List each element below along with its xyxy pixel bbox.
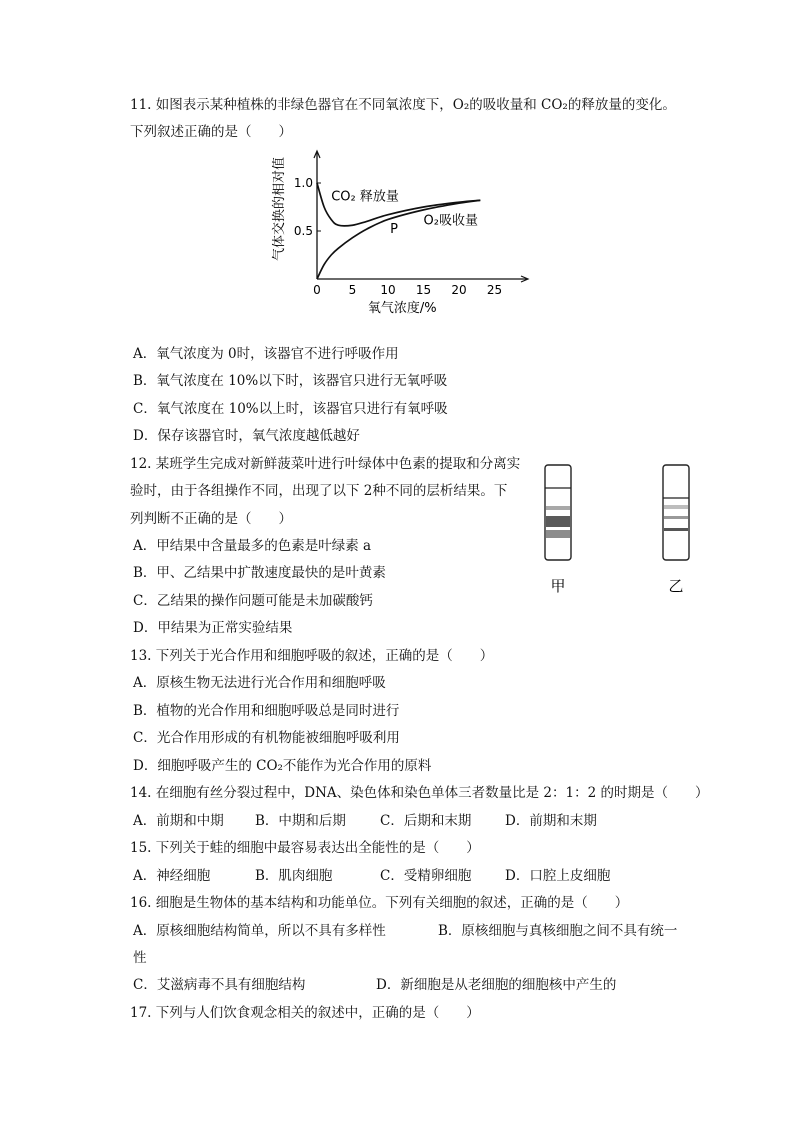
q14-option-d: D．前期和末期 bbox=[505, 813, 597, 829]
q16-option-a: A．原核细胞结构简单，所以不具有多样性 bbox=[133, 923, 386, 939]
q14-option-b: B．中期和后期 bbox=[255, 813, 346, 829]
y-tick-label: 1.0 bbox=[293, 176, 313, 190]
band-1 bbox=[664, 505, 688, 509]
q17-stem: 17. 下列与人们饮食观念相关的叙述中，正确的是（ ） bbox=[130, 1005, 480, 1021]
q13-option-b: B．植物的光合作用和细胞呼吸总是同时进行 bbox=[133, 703, 400, 719]
q11-option-a: A．氧气浓度为 0时，该器官不进行呼吸作用 bbox=[133, 346, 399, 362]
x-tick-label: 5 bbox=[348, 283, 357, 297]
q12-option-c: C．乙结果的操作问题可能是未加碳酸钙 bbox=[133, 593, 373, 609]
q15-stem: 15. 下列关于蛙的细胞中最容易表达出全能性的是（ ） bbox=[130, 840, 480, 856]
band-2 bbox=[664, 516, 688, 519]
q11-option-b: B．氧气浓度在 10%以下时，该器官只进行无氧呼吸 bbox=[133, 373, 448, 389]
q13-option-a: A．原核生物无法进行光合作用和细胞呼吸 bbox=[133, 675, 386, 691]
q12-stem-line1: 12. 某班学生完成对新鲜菠菜叶进行叶绿体中色素的提取和分离实 bbox=[130, 456, 521, 472]
band-1 bbox=[546, 506, 570, 510]
q15-option-b: B．肌肉细胞 bbox=[255, 868, 333, 884]
tube-jia bbox=[545, 465, 571, 560]
y-tick-label: 0.5 bbox=[293, 224, 313, 238]
q16-option-b-continued: 性 bbox=[133, 950, 147, 966]
x-tick-label: 0 bbox=[313, 283, 321, 297]
q15-options bbox=[133, 867, 693, 885]
chart-axes bbox=[294, 151, 528, 297]
q12-stem-line3: 列判断不正确的是（ ） bbox=[130, 511, 292, 527]
series-label-o2: O₂吸收量 bbox=[423, 213, 478, 229]
q11-option-c: C．氧气浓度在 10%以上时，该器官只进行有氧呼吸 bbox=[133, 401, 448, 417]
tube-label-yi: 乙 bbox=[668, 577, 684, 595]
q13-option-d: D．细胞呼吸产生的 CO₂不能作为光合作用的原料 bbox=[133, 758, 432, 774]
q12-option-a: A．甲结果中含量最多的色素是叶绿素 a bbox=[133, 538, 372, 554]
band-3 bbox=[664, 528, 688, 531]
q14-options bbox=[133, 812, 693, 830]
q15-option-a: A．神经细胞 bbox=[133, 868, 211, 884]
q13-option-c: C．光合作用形成的有机物能被细胞呼吸利用 bbox=[133, 730, 400, 746]
q11-option-d: D．保存该器官时，氧气浓度越低越好 bbox=[133, 428, 360, 444]
x-tick-label: 20 bbox=[451, 283, 467, 297]
q12-stem-line2: 验时，由于各组操作不同，出现了以下 2种不同的层析结果。下 bbox=[130, 483, 508, 499]
q16-option-d: D．新细胞是从老细胞的细胞核中产生的 bbox=[376, 977, 617, 993]
q16-stem: 16. 细胞是生物体的基本结构和功能单位。下列有关细胞的叙述，正确的是（ ） bbox=[130, 895, 629, 911]
q12-option-d: D．甲结果为正常实验结果 bbox=[133, 620, 293, 636]
q12-chromatography-figure bbox=[535, 460, 710, 605]
q16-option-b: B．原核细胞与真核细胞之间不具有统一 bbox=[438, 923, 678, 939]
x-axis-label: 氧气浓度/% bbox=[367, 301, 437, 316]
x-tick-label: 25 bbox=[486, 283, 503, 297]
q11-chart bbox=[265, 148, 535, 318]
q11-stem-line2: 下列叙述正确的是（ ） bbox=[130, 124, 292, 140]
series-label-co2: CO₂ 释放量 bbox=[331, 189, 399, 205]
q14-stem: 14. 在细胞有丝分裂过程中，DNA、染色体和染色单体三者数量比是 2：1：2 的时期是（ ） bbox=[130, 785, 709, 801]
band-2 bbox=[546, 516, 570, 527]
q16-option-c: C．艾滋病毒不具有细胞结构 bbox=[133, 977, 306, 993]
q15-option-c: C．受精卵细胞 bbox=[380, 868, 472, 884]
q13-stem: 13. 下列关于光合作用和细胞呼吸的叙述，正确的是（ ） bbox=[130, 648, 494, 664]
y-axis-label: 气体交换的相对值 bbox=[272, 156, 287, 262]
x-tick-label: 10 bbox=[380, 283, 396, 297]
tube-yi bbox=[663, 465, 689, 560]
q11-stem-line1: 11. 如图表示某种植株的非绿色器官在不同氧浓度下，O₂的吸收量和 CO₂的释放量的变化。 bbox=[130, 97, 676, 113]
point-label-p: P bbox=[390, 221, 398, 237]
q12-option-b: B．甲、乙结果中扩散速度最快的是叶黄素 bbox=[133, 565, 386, 581]
band-3 bbox=[546, 530, 570, 538]
q14-option-a: A．前期和中期 bbox=[133, 813, 224, 829]
q14-option-c: C．后期和末期 bbox=[380, 813, 472, 829]
x-tick-label: 15 bbox=[415, 283, 432, 297]
tube-label-jia: 甲 bbox=[550, 577, 566, 595]
q15-option-d: D．口腔上皮细胞 bbox=[505, 868, 611, 884]
